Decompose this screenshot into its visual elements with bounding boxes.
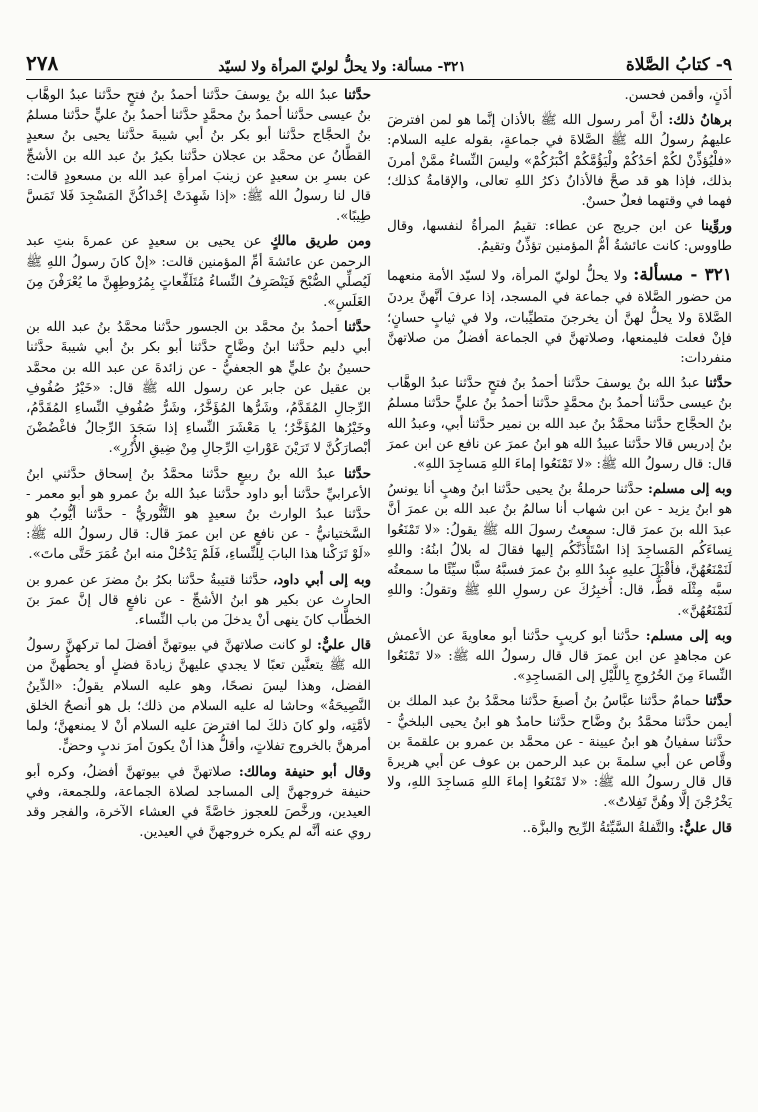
paragraph-text: حمامٌ حدَّثنا عبَّاسُ بنُ أصبغَ حدَّثنا محمَّدُ بنُ عبد الملك بن أيمن حدَّثنا محمَّدُ بنُ وضَّاح حدَّثنا حامدٌ هو ابنُ يحيى البلخيُّ - حدَّثنا سفيانُ هو ابنُ عيينة - عن محمَّد بن عمرو بن علقمةَ بن وقَّاص عن أبي سلمةَ بن عبد الرحمن بن عوف عن أبي هريرةَ قال قال رسولُ الله ﷺ: «لا تَمْنَعُوا إماءَ اللهِ مَساجِدَ اللهِ، ولا يَخْرُجْنَ إلَّا وهُنَّ تَفِلاتٌ». bbox=[387, 694, 732, 811]
paragraph bbox=[26, 465, 371, 566]
paragraph bbox=[387, 217, 732, 257]
book-title: ٩- كتابُ الصَّلاة bbox=[625, 55, 732, 75]
page-number: ٢٧٨ bbox=[26, 51, 59, 75]
paragraph-lead: برهانُ ذلك: bbox=[668, 113, 732, 129]
paragraph-lead: حدَّثنا bbox=[344, 320, 371, 336]
paragraph-text: ولا يحلُّ لوليّ المرأة، ولا لسيّد الأمة منعهما من حضور الصَّلاة في جماعة في المسجد، إذا عرفَ أنَّهنَّ يردنَ الصَّلاةَ ولا يحلُّ لهنَّ أن يخرجنَ متطيِّبات، ولا في ثيابٍ حسانٍ؛ فإنْ فعلت فليمنعها، وصلاتهنَّ في الجماعة أفضلُ من صلاتهنَّ منفردات: bbox=[387, 268, 732, 367]
paragraph-text: عبدُ الله بنُ يوسفَ حدَّثنا أحمدُ بنُ فتحٍ حدَّثنا عبدُ الوهَّاب بنُ عيسى حدَّثنا أحمدُ بنُ محمَّدٍ حدَّثنا أحمدُ بنُ عليٍّ حدَّثنا مسلمُ بنُ الحجَّاج حدَّثنا محمَّدُ بنُ عبد الله بن نمير حدَّثنا أبي، وعبدُ الله بنُ إدريس قالا حدَّثنا عبيدُ الله هو ابنُ عمرَ عن نافع عن ابن عمرَ قال: قال رسولُ الله ﷺ: «لا تَمْنَعُوا إماءَ اللهِ مَساجِدَ اللهِ». bbox=[387, 376, 732, 473]
paragraph bbox=[387, 819, 732, 839]
paragraph bbox=[387, 627, 732, 688]
paragraph-lead: حدَّثنا bbox=[705, 376, 732, 392]
paragraph-lead: وروِّينا bbox=[700, 219, 732, 235]
paragraph bbox=[387, 374, 732, 475]
paragraph-text: عن يحيى بن سعيدٍ عن عمرةَ بنتِ عبد الرحمن عن عائشةَ أمِّ المؤمنين قالت: «إنْ كانَ رسولُ اللهِ ﷺ لَيُصلِّي الصُّبْحَ فَيَنْصَرِفُ النِّساءُ مُتَلَفِّعاتٍ بِمُرُوطِهِنَّ ما يُعْرَفْنَ مِنَ الغَلَسِ». bbox=[26, 234, 371, 311]
paragraph-text: صلاتهنَّ في بيوتهنَّ أفضلُ، وكره أبو حنيفة خروجهنَّ إلى المساجد لصلاة الجماعة، وللجمعة، وفي العيدين، ورخَّصَ للعجوز خاصَّةً في العشاء الآخرة، والفجر وقد روي عنه أنَّه لم يكره خروجهنَّ في العيدين. bbox=[26, 764, 371, 841]
paragraph-lead: ومن طريق مالكٍ bbox=[270, 234, 371, 250]
text-columns bbox=[26, 86, 732, 1112]
paragraph-text: أذَنٍ، وأقمن فحسن. bbox=[624, 88, 732, 103]
paragraph bbox=[387, 111, 732, 212]
right-column bbox=[387, 86, 732, 1112]
paragraph bbox=[387, 86, 732, 106]
running-title: ٣٢١- مسألة: ولا يحلُّ لوليّ المرأة ولا لسيّد bbox=[218, 59, 466, 75]
paragraph-lead: قال عليٌّ: bbox=[678, 820, 732, 836]
paragraph-text: والتَّفلةُ السَّيِّئةُ الرِّيح والبزَّة.. bbox=[522, 820, 679, 836]
paragraph-lead: حدَّثنا bbox=[705, 694, 732, 710]
paragraph bbox=[26, 318, 371, 459]
paragraph-text: أحمدُ بنُ محمَّد بن الجسور حدَّثنا محمَّدُ بنُ عبد الله بن أبي دليم حدَّثنا ابنُ وضَّاحٍ حدَّثنا أبو بكر بنُ أبي شيبةَ حدَّثنا حسينُ بنُ عليٍّ هو الجعفيُّ - عن زائدةَ عن عبد الله بن محمَّد بن عقيل عن جابر عن رسول الله ﷺ قال: «خَيْرُ صُفُوفِ الرِّجالِ المُقَدَّمُ، وشَرُّها المُؤَخَّرُ، وشَرُّ صُفُوفِ النِّساءِ المُقَدَّمُ، وخَيْرُها المُؤَخَّرُ؛ يا مَعْشَرَ النِّساءِ إذا سَجَدَ الرِّجالُ فاغْضُضْنَ أبْصارَكُنَّ لا تَرَيْنَ عَوْراتِ الرِّجالِ مِنْ ضِيقِ الأُزُرِ». bbox=[26, 320, 371, 457]
paragraph bbox=[387, 692, 732, 813]
paragraph-lead: ٣٢١ - مسألة: bbox=[633, 264, 732, 285]
paragraph-lead: وبه إلى مسلم: bbox=[645, 628, 732, 644]
left-column bbox=[26, 86, 371, 1112]
paragraph bbox=[26, 86, 371, 227]
paragraph-lead: حدَّثنا bbox=[344, 466, 371, 482]
paragraph-text: حدَّثنا قتيبةُ حدَّثنا بكرُ بنُ مضرَ عن عمرو بن الحارث عن بكير هو ابنُ الأشجِّ - عن نافعٍ قال إنَّ عمرَ بنَ الخطَّاب كانَ ينهى أنْ يدخلَ من باب النِّساء. bbox=[26, 572, 371, 629]
paragraph bbox=[387, 263, 732, 370]
paragraph-text: أنَّ أمر رسول الله ﷺ بالأذان إنَّما هو لمن افترضَ عليهمُ رسولُ الله ﷺ الصَّلاةَ في جماعةٍ، بقوله عليه السلام: «فلْيُؤذِّنْ لكُمْ أحَدُكُمْ ولْيَؤُمَّكُمْ أكْبَرُكُمْ» وليسَ النِّساءُ ممَّنْ أمرنَ بذلك، فإذا هو قد صحَّ فالأذانُ ذكرُ اللهِ تعالى، والإقامةُ كذلك؛ فهما في وقتهما فعلٌ حسنٌ. bbox=[387, 113, 732, 210]
paragraph-text: عبدُ الله بنُ يوسفَ حدَّثنا أحمدُ بنُ فتحٍ حدَّثنا عبدُ الوهَّاب بنُ عيسى حدَّثنا أحمدُ بنُ محمَّدٍ حدَّثنا أحمدُ بنُ عليٍّ حدَّثنا مسلمُ بنُ الحجَّاج حدَّثنا أبو بكر بنُ أبي شيبةَ حدَّثنا يحيى بنُ سعيدٍ القطَّانُ عن محمَّد بن عجلان حدَّثنا بكيرُ بنُ عبد الله بن الأشجِّ عن بسرِ بن سعيدٍ عن زينبَ امرأةِ عبد الله بن مسعودٍ قالت: قال لنا رسولُ الله ﷺ: «إذا شَهِدَتْ إحْداكُنَّ المَسْجِدَ فَلا تَمَسَّ طِيبًا». bbox=[26, 88, 371, 225]
paragraph-lead: حدَّثنا bbox=[344, 88, 371, 103]
paragraph-lead: وبه إلى مسلم: bbox=[647, 482, 733, 498]
paragraph bbox=[26, 763, 371, 844]
page-header bbox=[26, 50, 732, 80]
paragraph-lead: قال عليٌّ: bbox=[317, 638, 371, 654]
paragraph-lead: وبه إلى أبي داود، bbox=[272, 572, 371, 588]
paragraph bbox=[26, 636, 371, 757]
paragraph-text: لو كانت صلاتهنَّ في بيوتهنَّ أفضلَ لما تركهنَّ رسولُ الله ﷺ يتعنَّين تعبًا لا يجدي عليهنَّ زيادةَ فضلٍ أو يحطُّهنَّ من الفضل، وهذا ليسَ نصحًا، وهو عليه السلام يقولُ: «الدِّينُ النَّصِيحَةُ» وحاشا له عليه السلام من ذلك؛ بل هو أنصحُ الخلق لأمَّتِه، ولو كانَ ذلكَ لما افترضَ عليه السلام أنْ لا يمنعهنَّ؛ ولما أمرهنَّ بالخروج تفلاتٍ، وأقلُّ هذا أنْ يكونَ أمرَ ندبٍ وحضٍّ. bbox=[26, 638, 371, 755]
paragraph-text: عن ابن جريج عن عطاء: تقيمُ المرأةُ لنفسها، وقال طاووس: كانت عائشةُ أمُّ المؤمنين تؤذِّنُ وتقيمُ. bbox=[387, 219, 732, 255]
paragraph bbox=[26, 571, 371, 632]
paragraph-text: حدَّثنا أبو كريبٍ حدَّثنا أبو معاويةَ عن الأعمش عن مجاهدٍ عن ابن عمرَ قال قال رسولُ الله ﷺ: «لا تَمْنَعُوا النِّساءَ مِنَ الخُرُوجِ بِاللَّيْلِ إلى المَساجِدِ». bbox=[387, 628, 732, 685]
paragraph-lead: وقال أبو حنيفة ومالك: bbox=[238, 764, 371, 780]
paragraph bbox=[26, 232, 371, 313]
paragraph-text: حدَّثنا حرملةُ بنُ يحيى حدَّثنا ابنُ وهبٍ أنا يونسُ هو ابنُ يزيد - عن ابن شهاب أنا سالمُ بنُ عبد الله بن عمرَ أنَّ عبدَ الله بنَ عمرَ قال: سمعتُ رسولَ الله ﷺ يقولُ: «لا تَمْنَعُوا نِساءَكُم المَساجِدَ إذا اسْتَأْذَنَّكُم إليها فقالَ له بلالُ ابنُهُ: واللهِ لَنَمْنَعُهُنَّ، فأقْبَلَ عليهِ عبدُ اللهِ بنُ عمرَ فسبَّهُ سبًّا سيِّئًا ما سمعتُه سبَّه مِثْلَه قطُّ، قال: أُخبِرُكَ عن رسولِ اللهِ ﷺ وتقولُ: واللهِ لَنَمْنَعُهُنَّ». bbox=[387, 482, 732, 619]
paragraph-text: عبدُ الله بنُ ربيعٍ حدَّثنا محمَّدُ بنُ إسحاق حدَّثني ابنُ الأعرابيِّ حدَّثنا أبو داود حدَّثنا عبدُ الله بنُ عمرو هو أبو معمر - حدَّثنا عبدُ الوارث بنُ سعيدٍ هو التَّنُّوريُّ - حدَّثنا أيُّوبُ هو السَّختيانيُّ - عن نافعٍ عن ابن عمرَ قال: قال رسولُ الله ﷺ: «لَوْ تَرَكْنا هذا البابَ لِلنِّساءِ، فَلَمْ يَدْخُلْ منه ابنُ عُمَرَ حَتَّى ماتَ». bbox=[26, 466, 371, 563]
paragraph bbox=[387, 480, 732, 621]
